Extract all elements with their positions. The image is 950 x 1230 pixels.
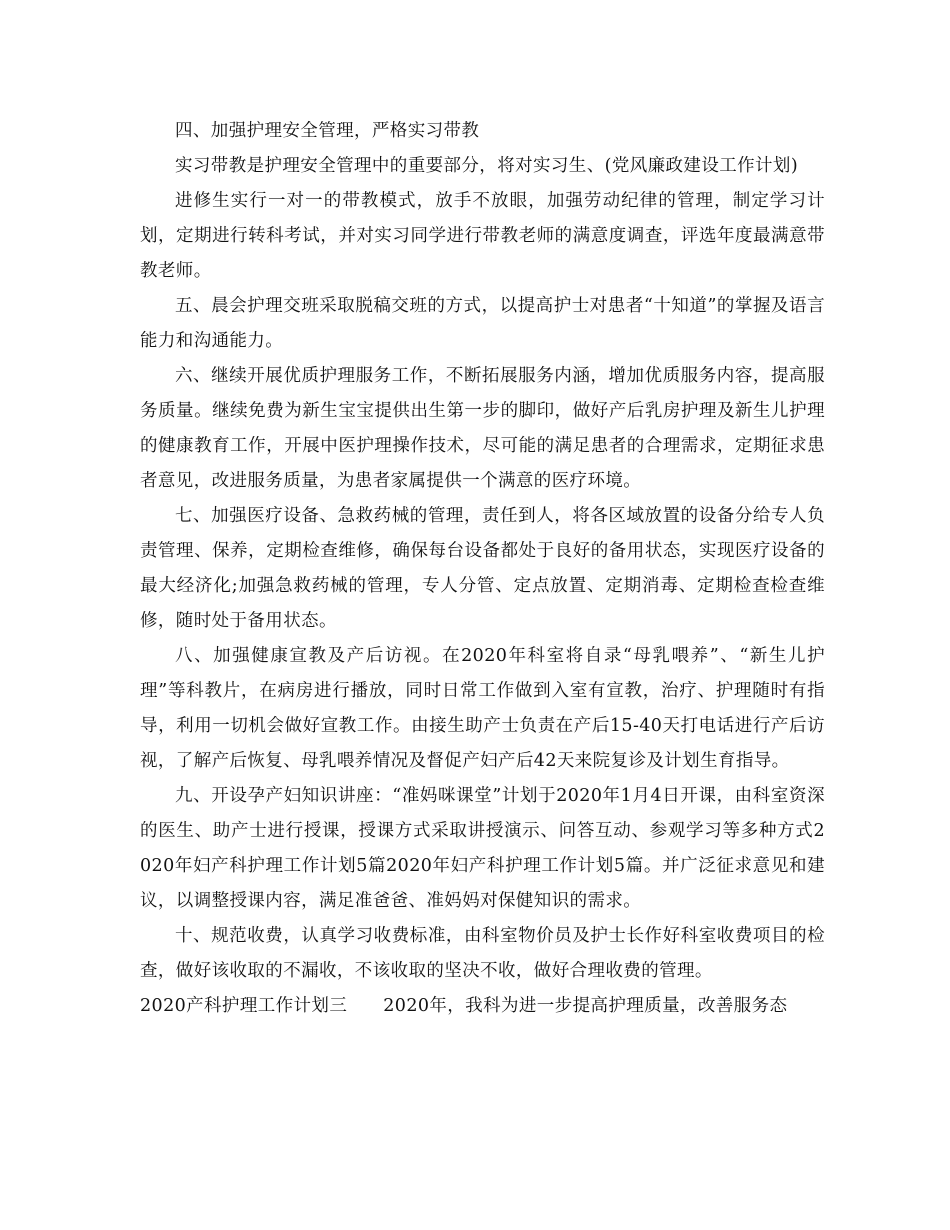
section-ten-paragraph: 十、规范收费，认真学习收费标准，由科室物价员及护士长作好科室收费项目的检查，做好该收取的不漏收，不该收取的坚决不收，做好合理收费的管理。: [140, 926, 825, 981]
section-six-paragraph: 六、继续开展优质护理服务工作，不断拓展服务内涵，增加优质服务内容，提高服务质量。继续免费为新生宝宝提供出生第一步的脚印，做好产后乳房护理及新生儿护理的健康教育工作，开展中医护理操作技术，尽可能的满足患者的合理需求，定期征求患者意见，改进服务质量，为患者家属提供一个满意的医疗环境。: [140, 366, 825, 491]
section-eight-paragraph: 八、加强健康宣教及产后访视。在2020年科室将自录“母乳喂养”、“新生儿护理”等科教片，在病房进行播放，同时日常工作做到入室有宣教，治疗、护理随时有指导，利用一切机会做好宣教工作。由接生助产士负责在产后15-40天打电话进行产后访视，了解产后恢复、母乳喂养情况及督促产妇产后42天来院复诊及计划生育指导。: [140, 646, 825, 771]
section-nine-paragraph: 九、开设孕产妇知识讲座：“准妈咪课堂”计划于2020年1月4日开课，由科室资深的医生、助产士进行授课，授课方式采取讲授演示、问答互动、参观学习等多种方式2020年妇产科护理工作计划5篇2020年妇产科护理工作计划5篇。并广泛征求意见和建议，以调整授课内容，满足准爸爸、准妈妈对保健知识的需求。: [140, 786, 825, 911]
plan-three-intro: 2020年，我科为进一步提高护理质量，改善服务态: [383, 996, 788, 1016]
section-four-heading: 四、加强护理安全管理，严格实习带教: [175, 121, 480, 141]
document-body: [140, 114, 825, 1024]
section-seven-paragraph: 七、加强医疗设备、急救药械的管理，责任到人，将各区域放置的设备分给专人负责管理、保养，定期检查维修，确保每台设备都处于良好的备用状态，实现医疗设备的最大经济化;加强急救药械的管理，专人分管、定点放置、定期消毒、定期检查检查维修，随时处于备用状态。: [140, 506, 825, 631]
internship-teaching-paragraph: 实习带教是护理安全管理中的重要部分，将对实习生、(党风廉政建设工作计划): [175, 156, 799, 176]
plan-three-heading: 2020产科护理工作计划三: [140, 996, 348, 1016]
trainee-teaching-paragraph: 进修生实行一对一的带教模式，放手不放眼，加强劳动纪律的管理，制定学习计划，定期进行转科考试，并对实习同学进行带教老师的满意度调查，评选年度最满意带教老师。: [140, 191, 825, 281]
section-five-paragraph: 五、晨会护理交班采取脱稿交班的方式，以提高护士对患者“十知道”的掌握及语言能力和沟通能力。: [140, 296, 825, 351]
plan-three-line: [140, 989, 825, 1024]
